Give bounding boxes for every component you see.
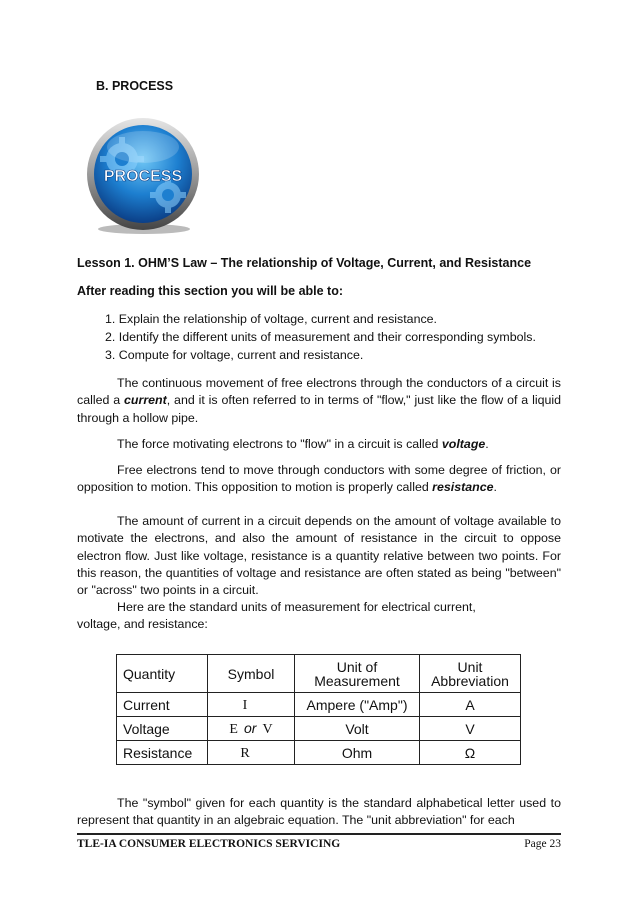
paragraph-current: The continuous movement of free electrons through the conductors of a circuit is called a current, and it is often referred to in terms of "flow," just like the flow of a liquid through a hollow pipe. <box>77 376 561 425</box>
footer-course-title: TLE-IA CONSUMER ELECTRONICS SERVICING <box>77 838 341 850</box>
header-unit: Unit of Measurement <box>295 655 420 693</box>
units-table <box>116 654 521 765</box>
page-number: Page 23 <box>524 838 561 850</box>
objectives-intro: After reading this section you will be able to: <box>77 284 344 298</box>
table-row <box>117 717 521 741</box>
paragraph-current-dependence: The amount of current in a circuit depends on the amount of voltage available to motivate the electrons, and also the amount of resistance in the circuit to oppose electron flow. Just like voltage, resistance is a quantity relative between two points. For this reason, the quantities of voltage and resistance are often stated as being "between" or "across" two points in a circuit. <box>77 514 561 598</box>
paragraph-resistance: Free electrons tend to move through conductors with some degree of friction, or opposition to motion. This opposition to motion is properly called resistance. <box>77 463 561 495</box>
section-heading: B. PROCESS <box>96 79 174 93</box>
lesson-title: Lesson 1. OHM’S Law – The relationship of Voltage, Current, and Resistance <box>77 256 532 270</box>
objectives-list <box>105 310 536 364</box>
cell-unit: Volt <box>295 717 420 741</box>
header-abbreviation: Unit Abbreviation <box>420 655 521 693</box>
cell-unit: Ampere ("Amp") <box>295 693 420 717</box>
cell-abbreviation: V <box>420 717 521 741</box>
objective-item: 3. Compute for voltage, current and resistance. <box>105 348 364 362</box>
objective-item: 2. Identify the different units of measurement and their corresponding symbols. <box>105 330 536 344</box>
footer-divider <box>77 833 561 835</box>
cell-abbreviation: Ω <box>420 741 521 765</box>
cell-abbreviation: A <box>420 693 521 717</box>
term-current: current <box>124 393 167 408</box>
objective-item: 1. Explain the relationship of voltage, current and resistance. <box>105 312 437 326</box>
process-gear-icon <box>84 117 202 235</box>
cell-symbol: R <box>208 741 295 765</box>
table-row <box>117 693 521 717</box>
term-voltage: voltage <box>441 437 486 451</box>
header-quantity: Quantity <box>117 655 208 693</box>
logo-label: PROCESS <box>103 168 183 185</box>
cell-symbol: I <box>208 693 295 717</box>
paragraph-symbol-explanation: The "symbol" given for each quantity is the standard alphabetical letter used to represent that quantity in an algebraic equation. The "unit abbreviation" for each <box>77 796 561 828</box>
table-header-row <box>117 655 521 693</box>
cell-quantity: Voltage <box>117 717 208 741</box>
cell-quantity: Current <box>117 693 208 717</box>
header-symbol: Symbol <box>208 655 295 693</box>
table-row <box>117 741 521 765</box>
cell-symbol: E or V <box>208 717 295 741</box>
paragraph-voltage: The force motivating electrons to "flow" in a circuit is called voltage. <box>117 437 489 451</box>
cell-quantity: Resistance <box>117 741 208 765</box>
paragraph-units-intro: Here are the standard units of measurement for electrical current, voltage, and resistance: <box>77 600 476 632</box>
term-resistance: resistance <box>432 480 494 495</box>
cell-unit: Ohm <box>295 741 420 765</box>
